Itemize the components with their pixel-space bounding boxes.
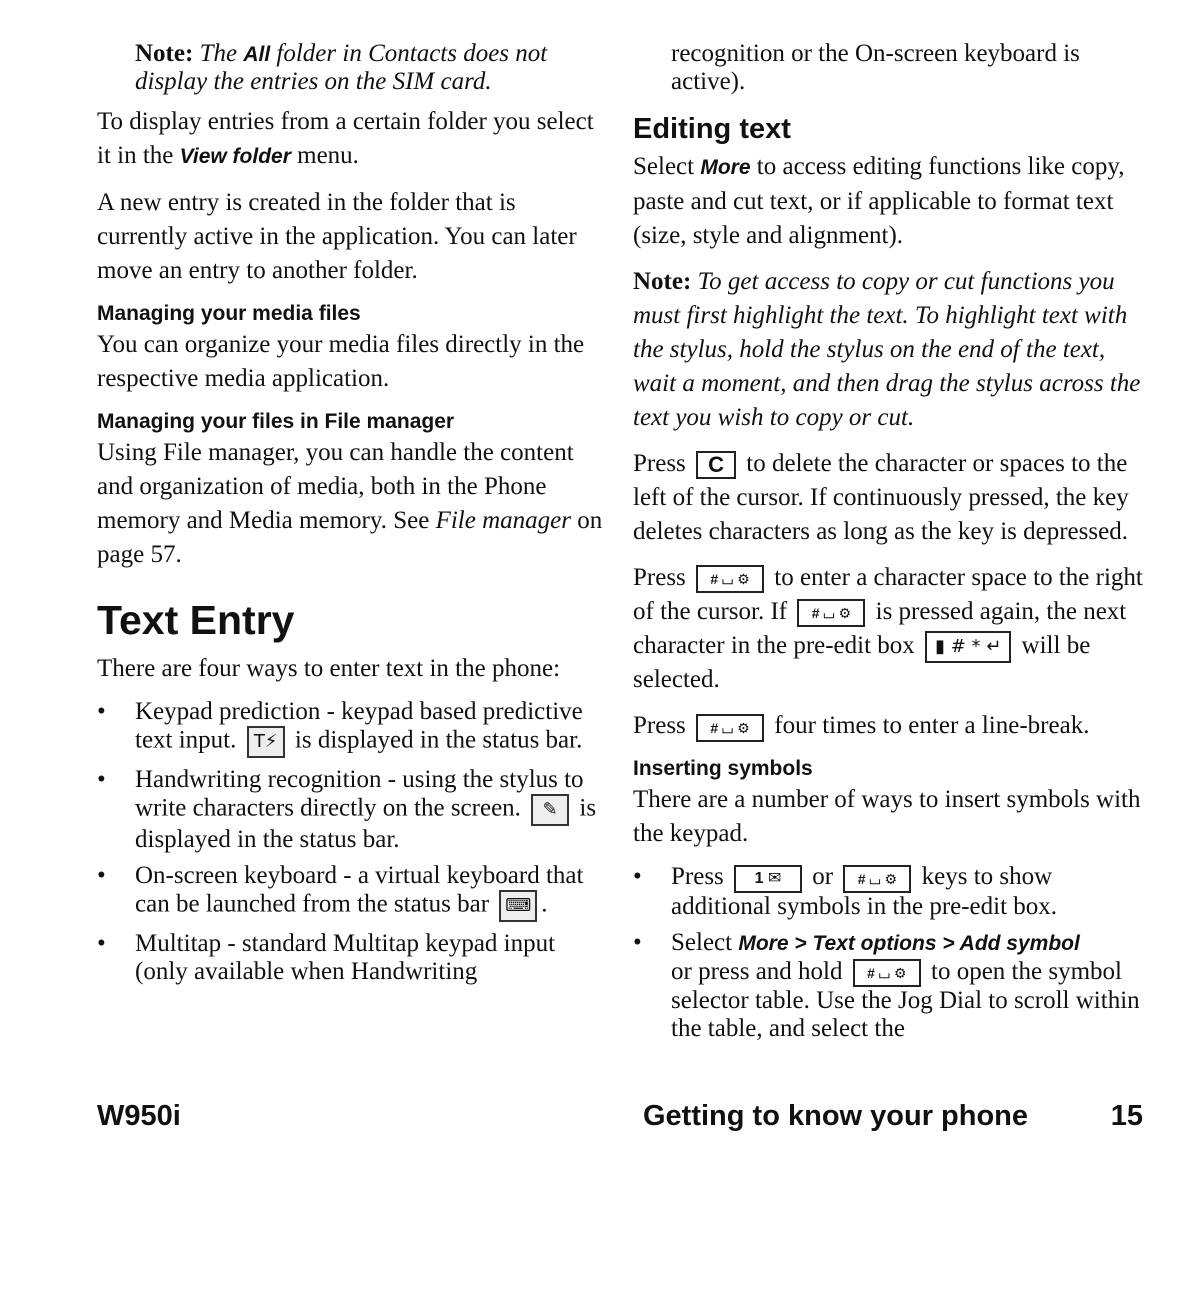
note-highlight: Note: To get access to copy or cut functions you must first highlight the text. To highlight text with the stylus, hold the stylus on the end of the text, wait a moment, and then drag the stylus across the text you wish to copy or cut. [633,268,1141,431]
paragraph-text-entry-intro: There are four ways to enter text in the phone: [97,655,561,682]
paragraph-c-key: Press C to delete the character or spaces to the left of the cursor. If continuously pressed, the key deletes characters as long as the key is depressed. [633,450,1129,545]
all-folder-term: All [243,43,271,66]
paragraph-view-folder: To display entries from a certain folder you select it in the View folder menu. [97,108,594,169]
heading-inserting-symbols: Inserting symbols [633,757,813,781]
paragraph-hash-key: Press # ⌴ ⚙ to enter a character space to the right of the cursor. If # ⌴ ⚙ is pressed again, the next character in the pre-edit box ▮ # * ↵ will be selected. [633,564,1143,694]
heading-editing-text: Editing text [633,113,791,145]
footer-model: W950i [97,1100,181,1132]
one-key-icon: 1 ✉ [734,865,802,893]
paragraph-file-manager: Using File manager, you can handle the content and organization of media, both in the Phone memory and Media memory. See File manager on page 57. [97,439,603,568]
pre-edit-box-icon: ▮ # * ↵ [925,631,1011,663]
heading-text-entry: Text Entry [97,597,295,643]
right-column [633,40,1143,1051]
hash-key-icon: # ⌴ ⚙ [696,565,764,593]
hash-key-icon: # ⌴ ⚙ [853,959,921,987]
paragraph-new-entry: A new entry is created in the folder that is currently active in the application. You can later move an entry to another folder. [97,189,577,284]
hash-key-icon: # ⌴ ⚙ [696,714,764,742]
footer-section [643,1098,1143,1134]
list-item: • Keypad prediction - keypad based predictive text input. T⚡ is displayed in the status bar. [97,698,612,758]
page-number: 15 [1110,1100,1143,1132]
note-label: Note: [135,40,194,67]
list-item: • Press 1 ✉ or # ⌴ ⚙ keys to show additional symbols in the pre-edit box. [633,863,1058,920]
paragraph-continued: recognition or the On-screen keyboard is active). [671,40,1080,95]
paragraph-editing: Select More to access editing functions like copy, paste and cut text, or if applicable to format text (size, style and alignment). [633,153,1125,249]
paragraph-symbols: There are a number of ways to insert symbols with the keypad. [633,786,1141,848]
note-label: Note: [633,268,692,295]
view-folder-term: View folder [179,145,291,168]
list-item: • Select More > Text options > Add symbol or press and hold # ⌴ ⚙ to open the symbol selector table. Use the Jog Dial to scroll within the table, and select the [633,928,1140,1042]
heading-file-manager: Managing your files in File manager [97,410,455,433]
handwriting-pen-icon: ✎ [531,794,569,826]
menu-path-term: More > Text options > Add symbol [738,931,1080,955]
left-column [97,40,612,994]
symbols-list [633,863,1143,1043]
paragraph-line-break: Press # ⌴ ⚙ four times to enter a line-break. [633,709,1143,743]
list-item: • On-screen keyboard - a virtual keyboard that can be launched from the status bar ⌨ . [97,862,612,922]
list-item: • Multitap - standard Multitap keypad input (only available when Handwriting [97,930,556,985]
text-entry-methods-list [97,698,612,986]
hash-key-icon: # ⌴ ⚙ [797,599,865,627]
paragraph-media-files: You can organize your media files directly in the respective media application. [97,331,585,392]
more-term: More [700,156,751,179]
list-item: • Handwriting recognition - using the stylus to write characters directly on the screen. ✎ is displayed in the status bar. [97,766,597,853]
hash-key-icon: # ⌴ ⚙ [843,865,911,893]
keyboard-icon: ⌨ [499,890,537,922]
heading-media-files: Managing your media files [97,302,361,325]
predictive-text-icon: T⚡ [247,726,285,758]
footer-section-title: Getting to know your phone [643,1100,1029,1132]
file-manager-link: File manager [435,507,571,534]
note-all-folder: Note: The All folder in Contacts does not display the entries on the SIM card. [135,40,548,95]
c-key-icon: C [696,451,736,479]
